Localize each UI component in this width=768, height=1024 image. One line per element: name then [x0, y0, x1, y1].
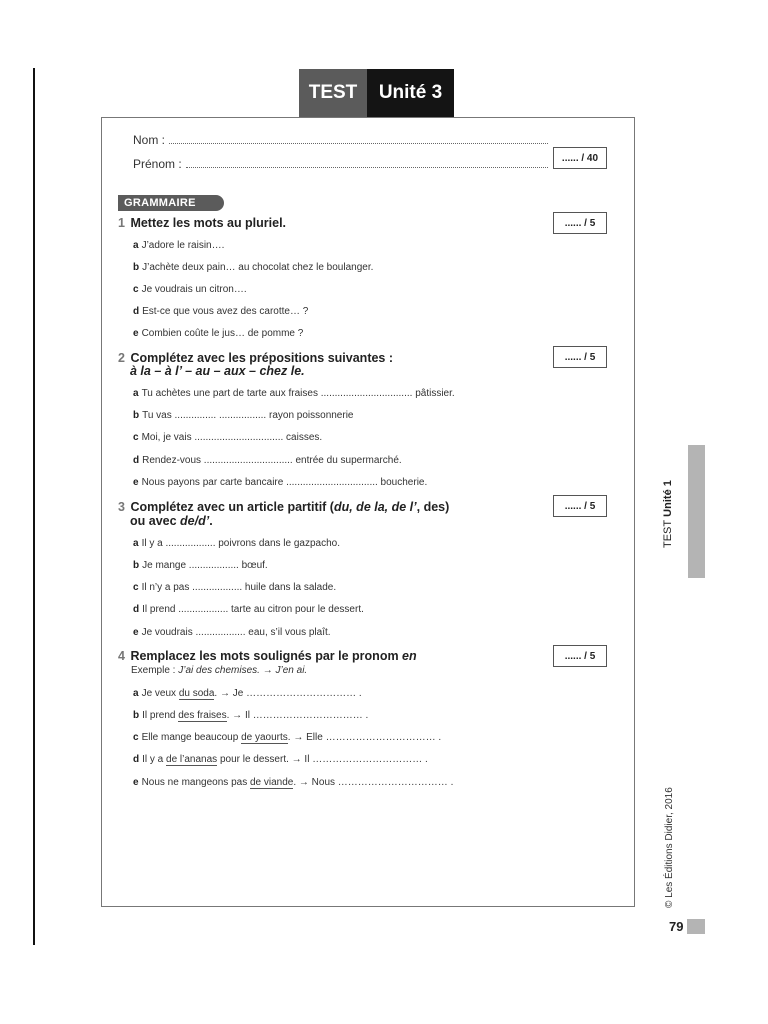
- list-item: b Je mange .................. bœuf.: [133, 560, 268, 571]
- list-item: d Il prend .................. tarte au citron pour le dessert.: [133, 604, 364, 615]
- prenom-field[interactable]: [133, 157, 548, 171]
- exercise-3-title-line2: ou avec de/d’.: [130, 514, 213, 528]
- exercise-3-title: 3 Complétez avec un article partitif (du, de la, de l’, des): [118, 500, 450, 514]
- exercise-3-score-box[interactable]: ...... / 5: [553, 495, 607, 517]
- exercise-2-score-box[interactable]: ...... / 5: [553, 346, 607, 368]
- exercise-2-title-text: Complétez avec les prépositions suivantes :: [130, 351, 394, 365]
- exercise-1-number: 1: [118, 216, 125, 230]
- exercise-4-title: 4 Remplacez les mots soulignés par le pronom en: [118, 649, 417, 663]
- header-unit-label: Unité 3: [367, 69, 454, 117]
- list-item: e Nous ne mangeons pas de viande. → Nous …………………………… .: [133, 777, 454, 788]
- exercise-1-title-text: Mettez les mots au pluriel.: [130, 216, 287, 230]
- list-item: a Je veux du soda. → Je …………………………… .: [133, 688, 362, 699]
- nom-dotted-line[interactable]: [169, 134, 548, 144]
- header-tab: [299, 69, 454, 117]
- copyright: © Les Éditions Didier, 2016: [664, 787, 675, 908]
- exercise-4-score-box[interactable]: ...... / 5: [553, 645, 607, 667]
- header-test-label: TEST: [299, 69, 367, 117]
- exercise-3-number: 3: [118, 500, 125, 514]
- side-tab-bar: [688, 445, 705, 578]
- list-item: e Nous payons par carte bancaire ................................. boucherie.: [133, 477, 428, 488]
- exercise-1-title: [118, 216, 286, 231]
- list-item: a J’adore le raisin….: [133, 240, 225, 251]
- exercise-2-number: 2: [118, 351, 125, 365]
- nom-field[interactable]: [133, 133, 548, 147]
- prenom-label: Prénom :: [133, 157, 182, 171]
- binding-line: [33, 68, 35, 945]
- nom-label: Nom :: [133, 133, 166, 147]
- exercise-4-number: 4: [118, 649, 125, 663]
- list-item: c Il n’y a pas .................. huile dans la salade.: [133, 582, 337, 593]
- list-item: a Il y a .................. poivrons dans le gazpacho.: [133, 538, 340, 549]
- side-tab-label: TEST Unité 1: [662, 480, 674, 548]
- list-item: e Je voudrais .................. eau, s’il vous plaît.: [133, 627, 331, 638]
- page-number: 79: [669, 919, 684, 934]
- list-item: a Tu achètes une part de tarte aux fraises ................................. pâtissier.: [133, 388, 455, 399]
- prenom-dotted-line[interactable]: [186, 158, 548, 168]
- page-number-block: [687, 919, 705, 934]
- list-item: c Elle mange beaucoup de yaourts. → Elle …………………………… .: [133, 732, 442, 743]
- list-item: c Je voudrais un citron….: [133, 284, 247, 295]
- exercise-4-example: Exemple : J’ai des chemises. → J’en ai.: [131, 665, 308, 676]
- list-item: d Il y a de l’ananas pour le dessert. → Il …………………………… .: [133, 754, 428, 765]
- total-score-box[interactable]: ...... / 40: [553, 147, 607, 169]
- list-item: d Rendez-vous ................................ entrée du supermarché.: [133, 455, 402, 466]
- exercise-2-subtitle: à la – à l’ – au – aux – chez le.: [130, 364, 305, 378]
- exercise-1-score-box[interactable]: ...... / 5: [553, 212, 607, 234]
- list-item: c Moi, je vais ................................ caisses.: [133, 432, 323, 443]
- list-item: d Est-ce que vous avez des carotte… ?: [133, 306, 309, 317]
- list-item: b J’achète deux pain… au chocolat chez le boulanger.: [133, 262, 374, 273]
- list-item: b Il prend des fraises. → Il …………………………… .: [133, 710, 369, 721]
- list-item: b Tu vas ............... ................. rayon poissonnerie: [133, 410, 354, 421]
- list-item: e Combien coûte le jus… de pomme ?: [133, 328, 304, 339]
- section-badge: GRAMMAIRE: [118, 195, 224, 211]
